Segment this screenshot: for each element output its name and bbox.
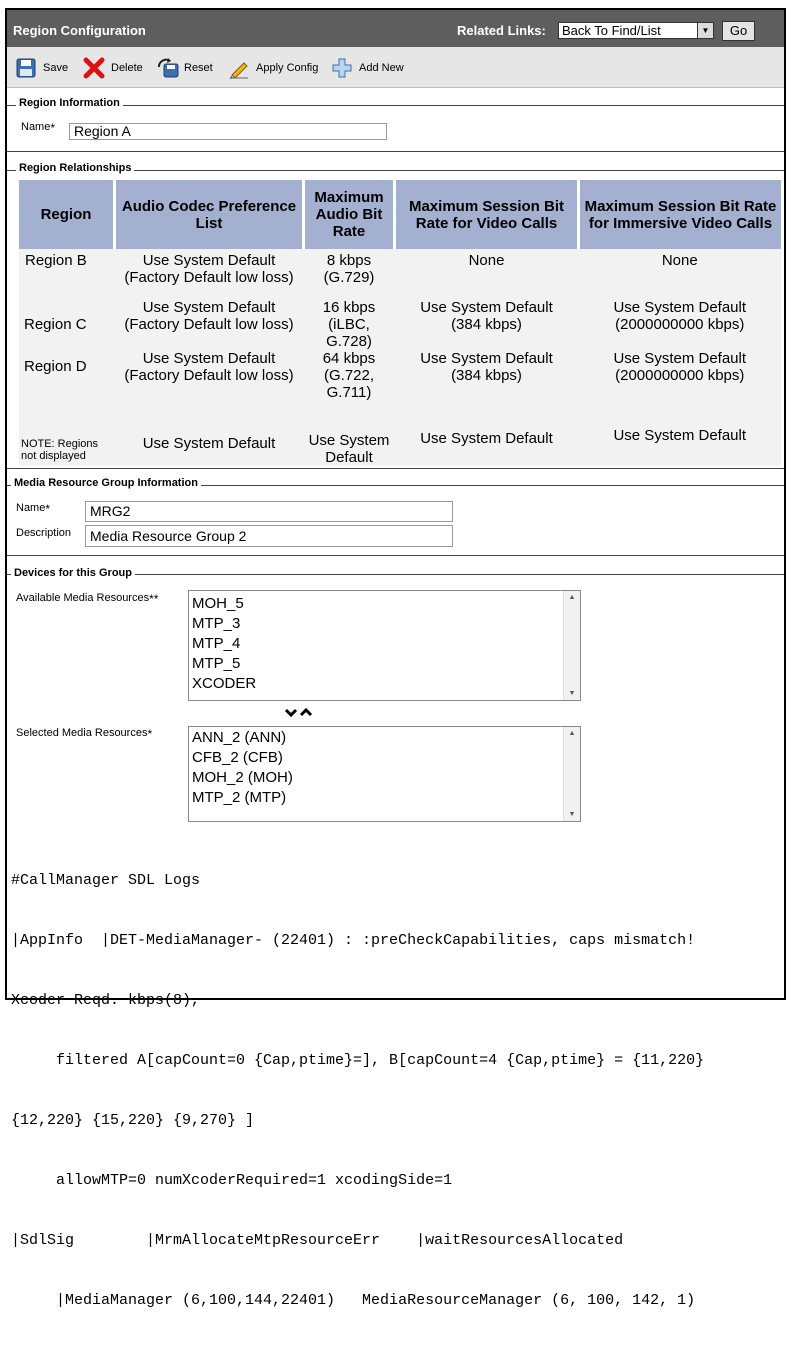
mrg-description-label: Description: [16, 527, 72, 539]
related-links-select[interactable]: [558, 22, 714, 39]
floppy-disk-icon: [15, 57, 37, 79]
codec-detail: (Factory Default low loss): [124, 316, 294, 333]
plus-icon: [331, 57, 353, 79]
chevron-down-icon[interactable]: ▼: [697, 23, 713, 38]
note-audio-detail: Default: [325, 449, 373, 466]
immersive-cell: Use System Default: [613, 299, 747, 316]
codec-detail: (Factory Default low loss): [124, 367, 294, 384]
relationships-bottom-line: [7, 468, 784, 469]
add-new-label: Add New: [359, 62, 404, 74]
scroll-down-icon[interactable]: ▼: [568, 811, 576, 818]
region-relationships-table: [19, 180, 781, 466]
video-cell: None: [468, 252, 505, 269]
list-item[interactable]: MOH_2 (MOH): [192, 769, 293, 786]
table-row: [19, 299, 781, 350]
column-header-audio-bit-rate: Maximum Audio Bit Rate: [304, 180, 395, 249]
scroll-up-icon[interactable]: ▲: [568, 730, 576, 737]
region-name-label: Name*: [21, 121, 56, 135]
related-links-value: Back To Find/List: [562, 23, 661, 38]
audio-cell: 8 kbps: [326, 252, 372, 269]
relationships-legend: Region Relationships: [16, 162, 134, 174]
codec-cell: Use System Default: [142, 299, 276, 316]
move-down-up-icon[interactable]: [283, 705, 315, 721]
related-links-label: Related Links:: [457, 23, 546, 38]
audio-detail: (G.722, G.711): [323, 367, 375, 401]
title-bar: [7, 10, 784, 47]
immersive-cell: None: [661, 252, 698, 269]
note-line: NOTE: Regions: [21, 438, 99, 450]
save-button[interactable]: [15, 57, 68, 79]
list-item[interactable]: ANN_2 (ANN): [192, 729, 287, 746]
region-cell: Region B: [19, 249, 115, 299]
codec-detail: (Factory Default low loss): [124, 269, 294, 286]
go-button[interactable]: Go: [722, 21, 755, 41]
reset-icon: [156, 57, 178, 79]
audio-cell: 16 kbps: [322, 299, 376, 316]
video-detail: (384 kbps): [451, 367, 522, 384]
audio-cell: 64 kbps: [322, 350, 376, 367]
list-item[interactable]: MTP_5: [192, 655, 241, 672]
mrg-name-input[interactable]: MRG2: [85, 501, 453, 522]
scroll-up-icon[interactable]: ▲: [568, 594, 576, 601]
note-immersive-cell: Use System Default: [579, 410, 782, 466]
list-item[interactable]: MTP_4: [192, 635, 241, 652]
selected-resources-list[interactable]: [188, 726, 581, 822]
mrg-name-label: Name*: [16, 502, 51, 516]
region-info-bottom-line: [7, 151, 784, 152]
log-line: #CallManager SDL Logs: [11, 872, 201, 889]
audio-detail: (G.729): [323, 269, 375, 286]
sdl-log: [11, 831, 781, 1351]
log-line: |AppInfo |DET-MediaManager- (22401) : :preCheckCapabilities, caps mismatch!: [11, 932, 696, 949]
log-line: Xcoder Reqd. kbps(8),: [11, 992, 201, 1009]
log-line: allowMTP=0 numXcoderRequired=1 xcodingSide=1: [11, 1172, 453, 1189]
selected-resources-label: Selected Media Resources*: [16, 727, 153, 741]
table-row: [19, 249, 781, 299]
video-detail: (384 kbps): [451, 316, 522, 333]
available-scrollbar[interactable]: [563, 591, 580, 700]
region-cell: Region D: [19, 350, 115, 410]
log-line: {12,220} {15,220} {9,270} ]: [11, 1112, 255, 1129]
table-row: [19, 350, 781, 410]
video-cell: Use System Default: [420, 299, 553, 316]
region-info-divider: [7, 105, 784, 106]
region-info-legend: Region Information: [16, 97, 123, 109]
apply-config-button[interactable]: [228, 57, 318, 79]
codec-cell: Use System Default: [142, 350, 276, 367]
devices-legend: Devices for this Group: [11, 567, 135, 579]
table-row: [19, 410, 781, 466]
list-item[interactable]: MTP_3: [192, 615, 241, 632]
note-line: not displayed: [21, 450, 86, 462]
region-name-input[interactable]: Region A: [69, 123, 387, 140]
available-resources-label: Available Media Resources**: [16, 592, 159, 606]
region-cell: Region C: [19, 299, 115, 350]
column-header-region: Region: [19, 180, 115, 249]
video-cell: Use System Default: [420, 350, 553, 367]
selected-scrollbar[interactable]: [563, 727, 580, 821]
list-item[interactable]: MOH_5: [192, 595, 244, 612]
note-video-cell: Use System Default: [395, 410, 579, 466]
delete-button[interactable]: [83, 57, 143, 79]
toolbar: [7, 47, 784, 88]
reset-button[interactable]: [156, 57, 213, 79]
column-header-immersive-bit-rate: Maximum Session Bit Rate for Immersive Video Calls: [579, 180, 782, 249]
note-audio-cell: Use System: [308, 432, 390, 449]
log-line: |MediaManager (6,100,144,22401) MediaResourceManager (6, 100, 142, 1): [11, 1292, 696, 1309]
move-buttons: [283, 705, 315, 721]
mrg-legend: Media Resource Group Information: [11, 477, 201, 489]
column-header-video-bit-rate: Maximum Session Bit Rate for Video Calls: [395, 180, 579, 249]
save-label: Save: [43, 62, 69, 74]
region-configuration-window: [5, 8, 786, 1309]
log-line: |SdlSig |MrmAllocateMtpResourceErr |waitResourcesAllocated: [11, 1232, 624, 1249]
note-cell: [19, 410, 115, 466]
available-resources-list[interactable]: [188, 590, 581, 701]
mrg-bottom-line: [7, 555, 784, 556]
column-header-codec: Audio Codec Preference List: [115, 180, 304, 249]
list-item[interactable]: CFB_2 (CFB): [192, 749, 283, 766]
audio-detail: (iLBC, G.728): [326, 316, 372, 350]
list-item[interactable]: MTP_2 (MTP): [192, 789, 287, 806]
immersive-detail: (2000000000 kbps): [615, 316, 745, 333]
scroll-down-icon[interactable]: ▼: [568, 690, 576, 697]
reset-label: Reset: [184, 62, 213, 74]
page-title: Region Configuration: [13, 23, 146, 38]
pencil-icon: [228, 57, 250, 79]
delete-label: Delete: [111, 62, 143, 74]
add-new-button[interactable]: [331, 57, 404, 79]
immersive-cell: Use System Default: [613, 350, 747, 367]
codec-cell: Use System Default: [142, 252, 276, 269]
immersive-detail: (2000000000 kbps): [615, 367, 745, 384]
list-item[interactable]: XCODER: [192, 675, 257, 692]
note-codec-cell: Use System Default: [115, 410, 304, 466]
apply-config-label: Apply Config: [256, 62, 319, 74]
red-x-icon: [83, 57, 105, 79]
log-line: filtered A[capCount=0 {Cap,ptime}=], B[capCount=4 {Cap,ptime} = {11,220}: [11, 1052, 705, 1069]
mrg-description-input[interactable]: Media Resource Group 2: [85, 525, 453, 547]
